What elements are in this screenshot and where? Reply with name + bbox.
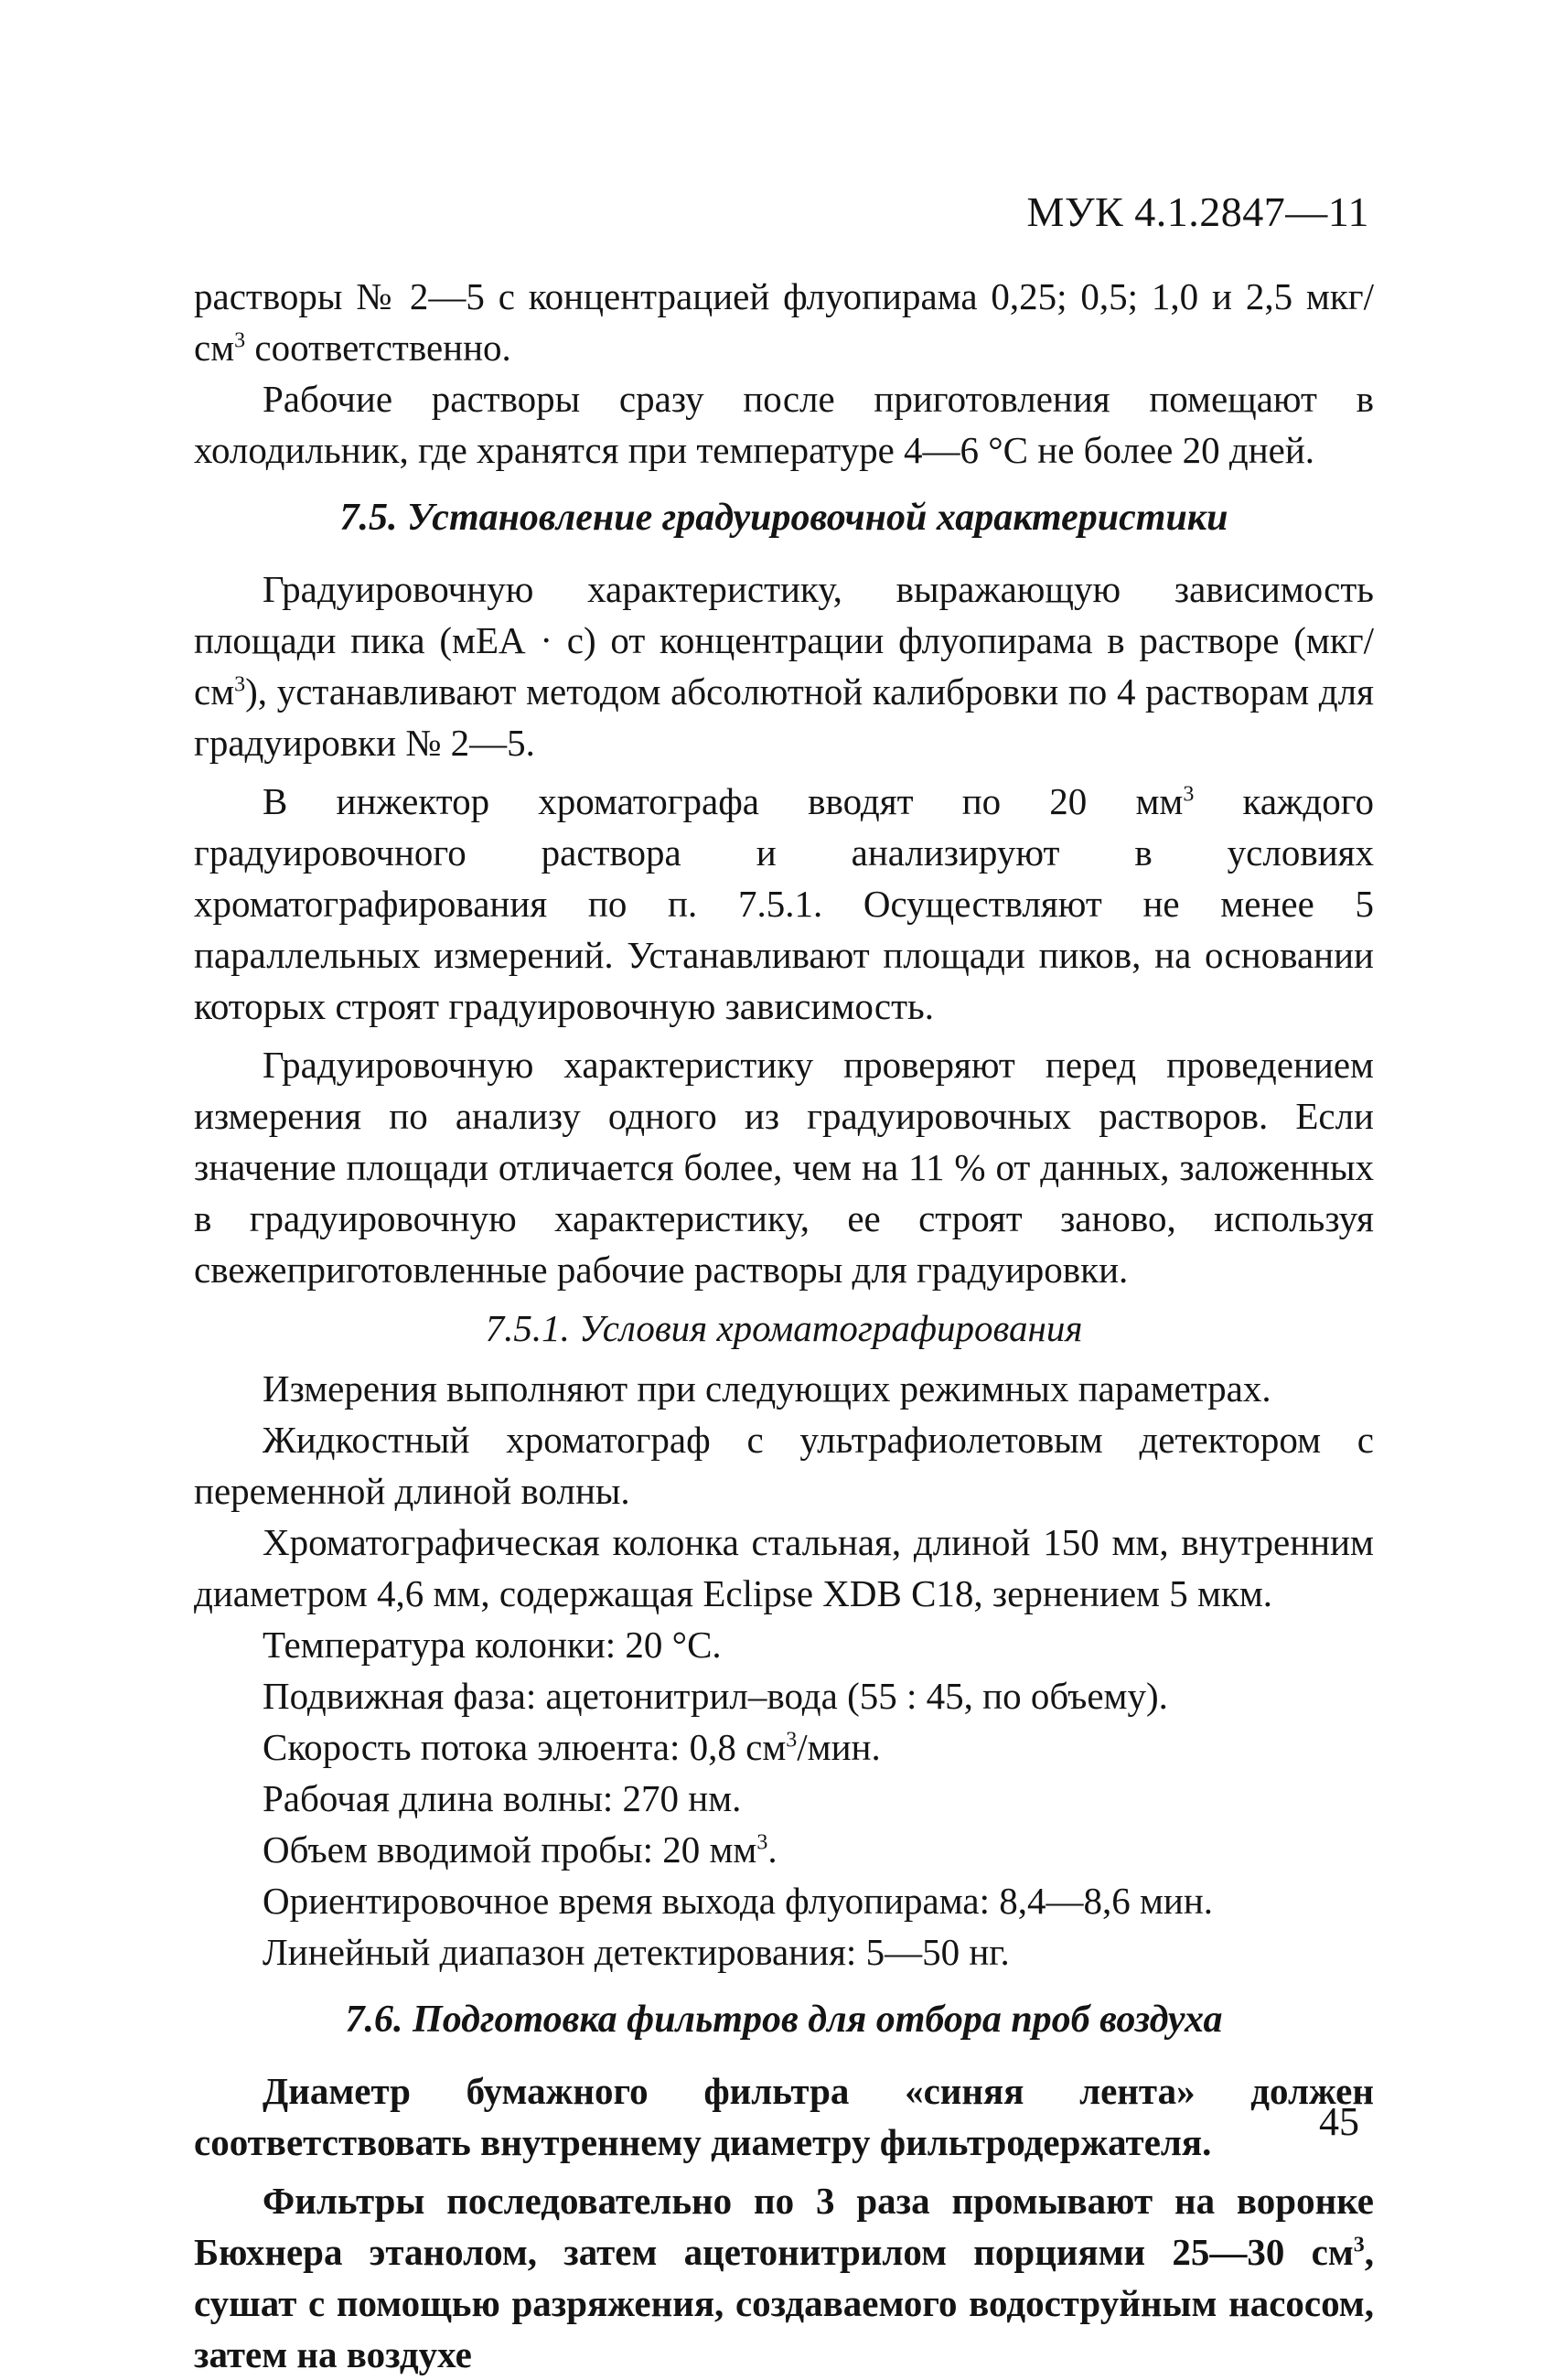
param-temperature: Температура колонки: 20 °С. [263, 1624, 722, 1666]
param-wavelength: Рабочая длина волны: 270 нм. [263, 1777, 742, 1819]
document-code: МУК 4.1.2847—11 [1026, 188, 1369, 235]
section-7-5-heading: 7.5. Установление градуировочной характеристики [339, 497, 1228, 539]
section-7-5-1-heading: 7.5.1. Условия хроматографирования [485, 1307, 1083, 1349]
body-text [194, 271, 1374, 2380]
section-7-5-1-paragraph-2: Жидкостный хроматограф с ультрафиолетовым детектором с переменной длиной волны. [194, 1419, 1374, 1512]
section-7-5-1-paragraph-3: Хроматографическая колонка стальная, длиной 150 мм, внутренним диаметром 4,6 мм, содержащая Eclipse XDB C18, зернением 5 мкм. [194, 1521, 1374, 1614]
intro-paragraph-1: растворы № 2—5 с концентрацией флуопирама 0,25; 0,5; 1,0 и 2,5 мкг/$см^3$ соответственно. [194, 275, 1374, 369]
intro-paragraph-2: Рабочие растворы сразу после приготовления помещают в холодильник, где хранятся при температуре 4—6 °С не более 20 дней. [194, 378, 1374, 471]
param-retention-time: Ориентировочное время выхода флуопирама: 8,4—8,6 мин. [263, 1880, 1214, 1922]
section-7-6-paragraph-1: Диаметр бумажного фильтра «синяя лента» должен соответствовать внутреннему диаметру фильтродержателя. [194, 2070, 1374, 2163]
section-7-5-1-paragraph-1: Измерения выполняют при следующих режимных параметрах. [263, 1367, 1271, 1410]
param-injection-volume: Объем вводимой пробы: 20 $мм^3$. [263, 1828, 778, 1871]
section-7-6-body [194, 2065, 1374, 2380]
section-7-5-paragraph-2: В инжектор хроматографа вводят по 20 $мм^3$ каждого градуировочного раствора и анализируют в условиях хроматографирования по п. 7.5.1. Осуществляют не менее 5 параллельных измерений. Устанавливают площади пиков, на основании которых строят градуировочную зависимость. [194, 780, 1375, 1027]
section-7-6-paragraph-2: Фильтры последовательно по 3 раза промывают на воронке Бюхнера этанолом, затем ацетонитрилом порциями 25—30 $см^3$, сушат с помощью разряжения, создаваемого водоструйным насосом, затем на воздухе [194, 2180, 1374, 2375]
section-7-5-paragraph-1: Градуировочную характеристику, выражающую зависимость площади пика (мЕА · с) от концентрации флуопирама в растворе $(мкг/см^3)$, устанавливают методом абсолютной калибровки по 4 растворам для градуировки № 2—5. [194, 568, 1374, 764]
page-number: 45 [1319, 2099, 1359, 2144]
param-linear-range: Линейный диапазон детектирования: 5—50 нг. [263, 1931, 1010, 1973]
section-7-5-paragraph-3: Градуировочную характеристику проверяют перед проведением измерения по анализу одного из градуировочных растворов. Если значение площади отличается более, чем на 11 % от данных, заложенных в градуировочную характеристику, ее строят заново, используя свежеприготовленные рабочие растворы для градуировки. [194, 1044, 1374, 1291]
param-flow-rate: Скорость потока элюента: 0,8 $см^3$/мин. [263, 1726, 881, 1768]
param-mobile-phase: Подвижная фаза: ацетонитрил–вода (55 : 45, по объему). [263, 1675, 1168, 1717]
section-7-6-heading: 7.6. Подготовка фильтров для отбора проб воздуха [345, 1999, 1223, 2041]
